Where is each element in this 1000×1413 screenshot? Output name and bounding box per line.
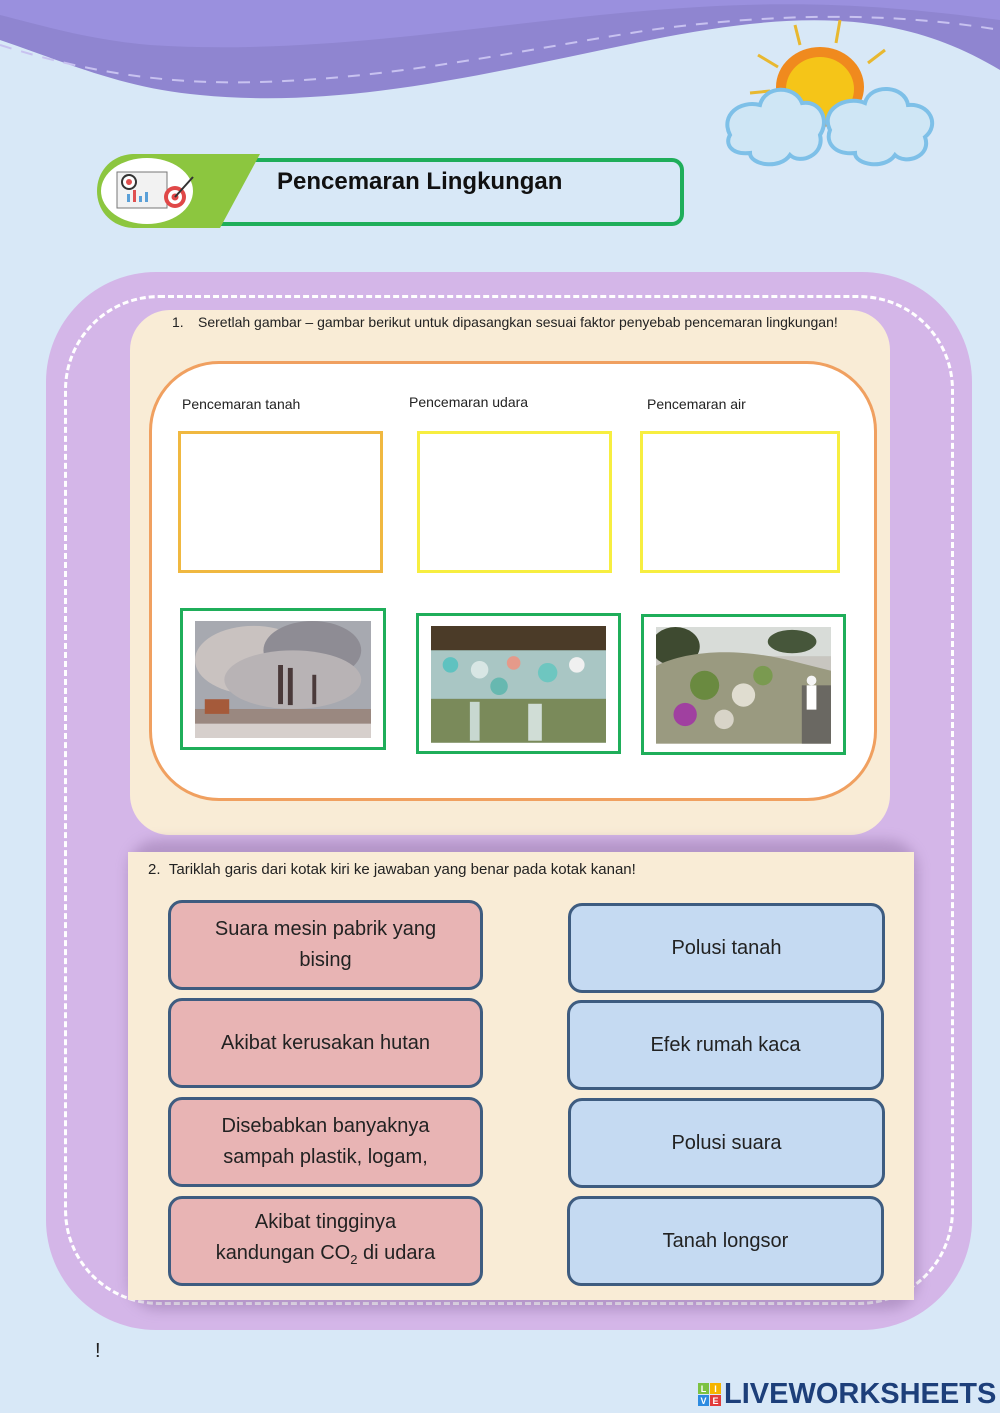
right-match-item-4[interactable]: Tanah longsor [567,1196,884,1286]
left-match-item-4[interactable]: Akibat tingginya kandungan $CO_2$ di udara [168,1196,483,1286]
drop-zone-tanah[interactable] [178,431,383,573]
draggable-image-factory-smoke[interactable] [180,608,386,750]
category-label-tanah: Pencemaran tanah [182,396,301,412]
question1-instruction: 1. Seretlah gambar – gambar berikut untuk dipasangkan sesuai faktor penyebab pencemaran lingkungan! [172,314,838,330]
plastic-in-river-photo [431,626,606,743]
left-match-item-1[interactable]: Suara mesin pabrik yang bising [168,900,483,990]
page-title: Pencemaran Lingkungan [277,168,563,195]
drop-zone-udara[interactable] [417,431,612,573]
liveworksheets-logo[interactable] [698,1378,996,1411]
left-match-item-2[interactable]: Akibat kerusakan hutan [168,998,483,1088]
draggable-image-garbage-pile[interactable] [641,614,846,755]
question2-instruction: 2. Tariklah garis dari kotak kiri ke jawaban yang benar pada kotak kanan! [148,861,636,878]
garbage-pile-photo [656,627,831,744]
title-badge [95,152,260,230]
stray-exclamation-mark: ! [95,1340,101,1362]
live-blocks-icon: L I V E [698,1383,721,1406]
category-label-udara: Pencemaran udara [409,394,529,410]
drop-zone-air[interactable] [640,431,840,573]
brand-name: LIVEWORKSHEETS [724,1378,997,1410]
right-match-item-1[interactable]: Polusi tanah [568,903,885,993]
left-match-item-3[interactable]: Disebabkan banyaknya sampah plastik, logam, [168,1097,483,1187]
sun-clouds-icon [720,15,950,185]
right-match-item-3[interactable]: Polusi suara [568,1098,885,1188]
draggable-image-plastic-river[interactable] [416,613,621,754]
factory-smoke-photo [195,621,371,738]
category-label-air: Pencemaran air [647,396,746,412]
right-match-item-2[interactable]: Efek rumah kaca [567,1000,884,1090]
